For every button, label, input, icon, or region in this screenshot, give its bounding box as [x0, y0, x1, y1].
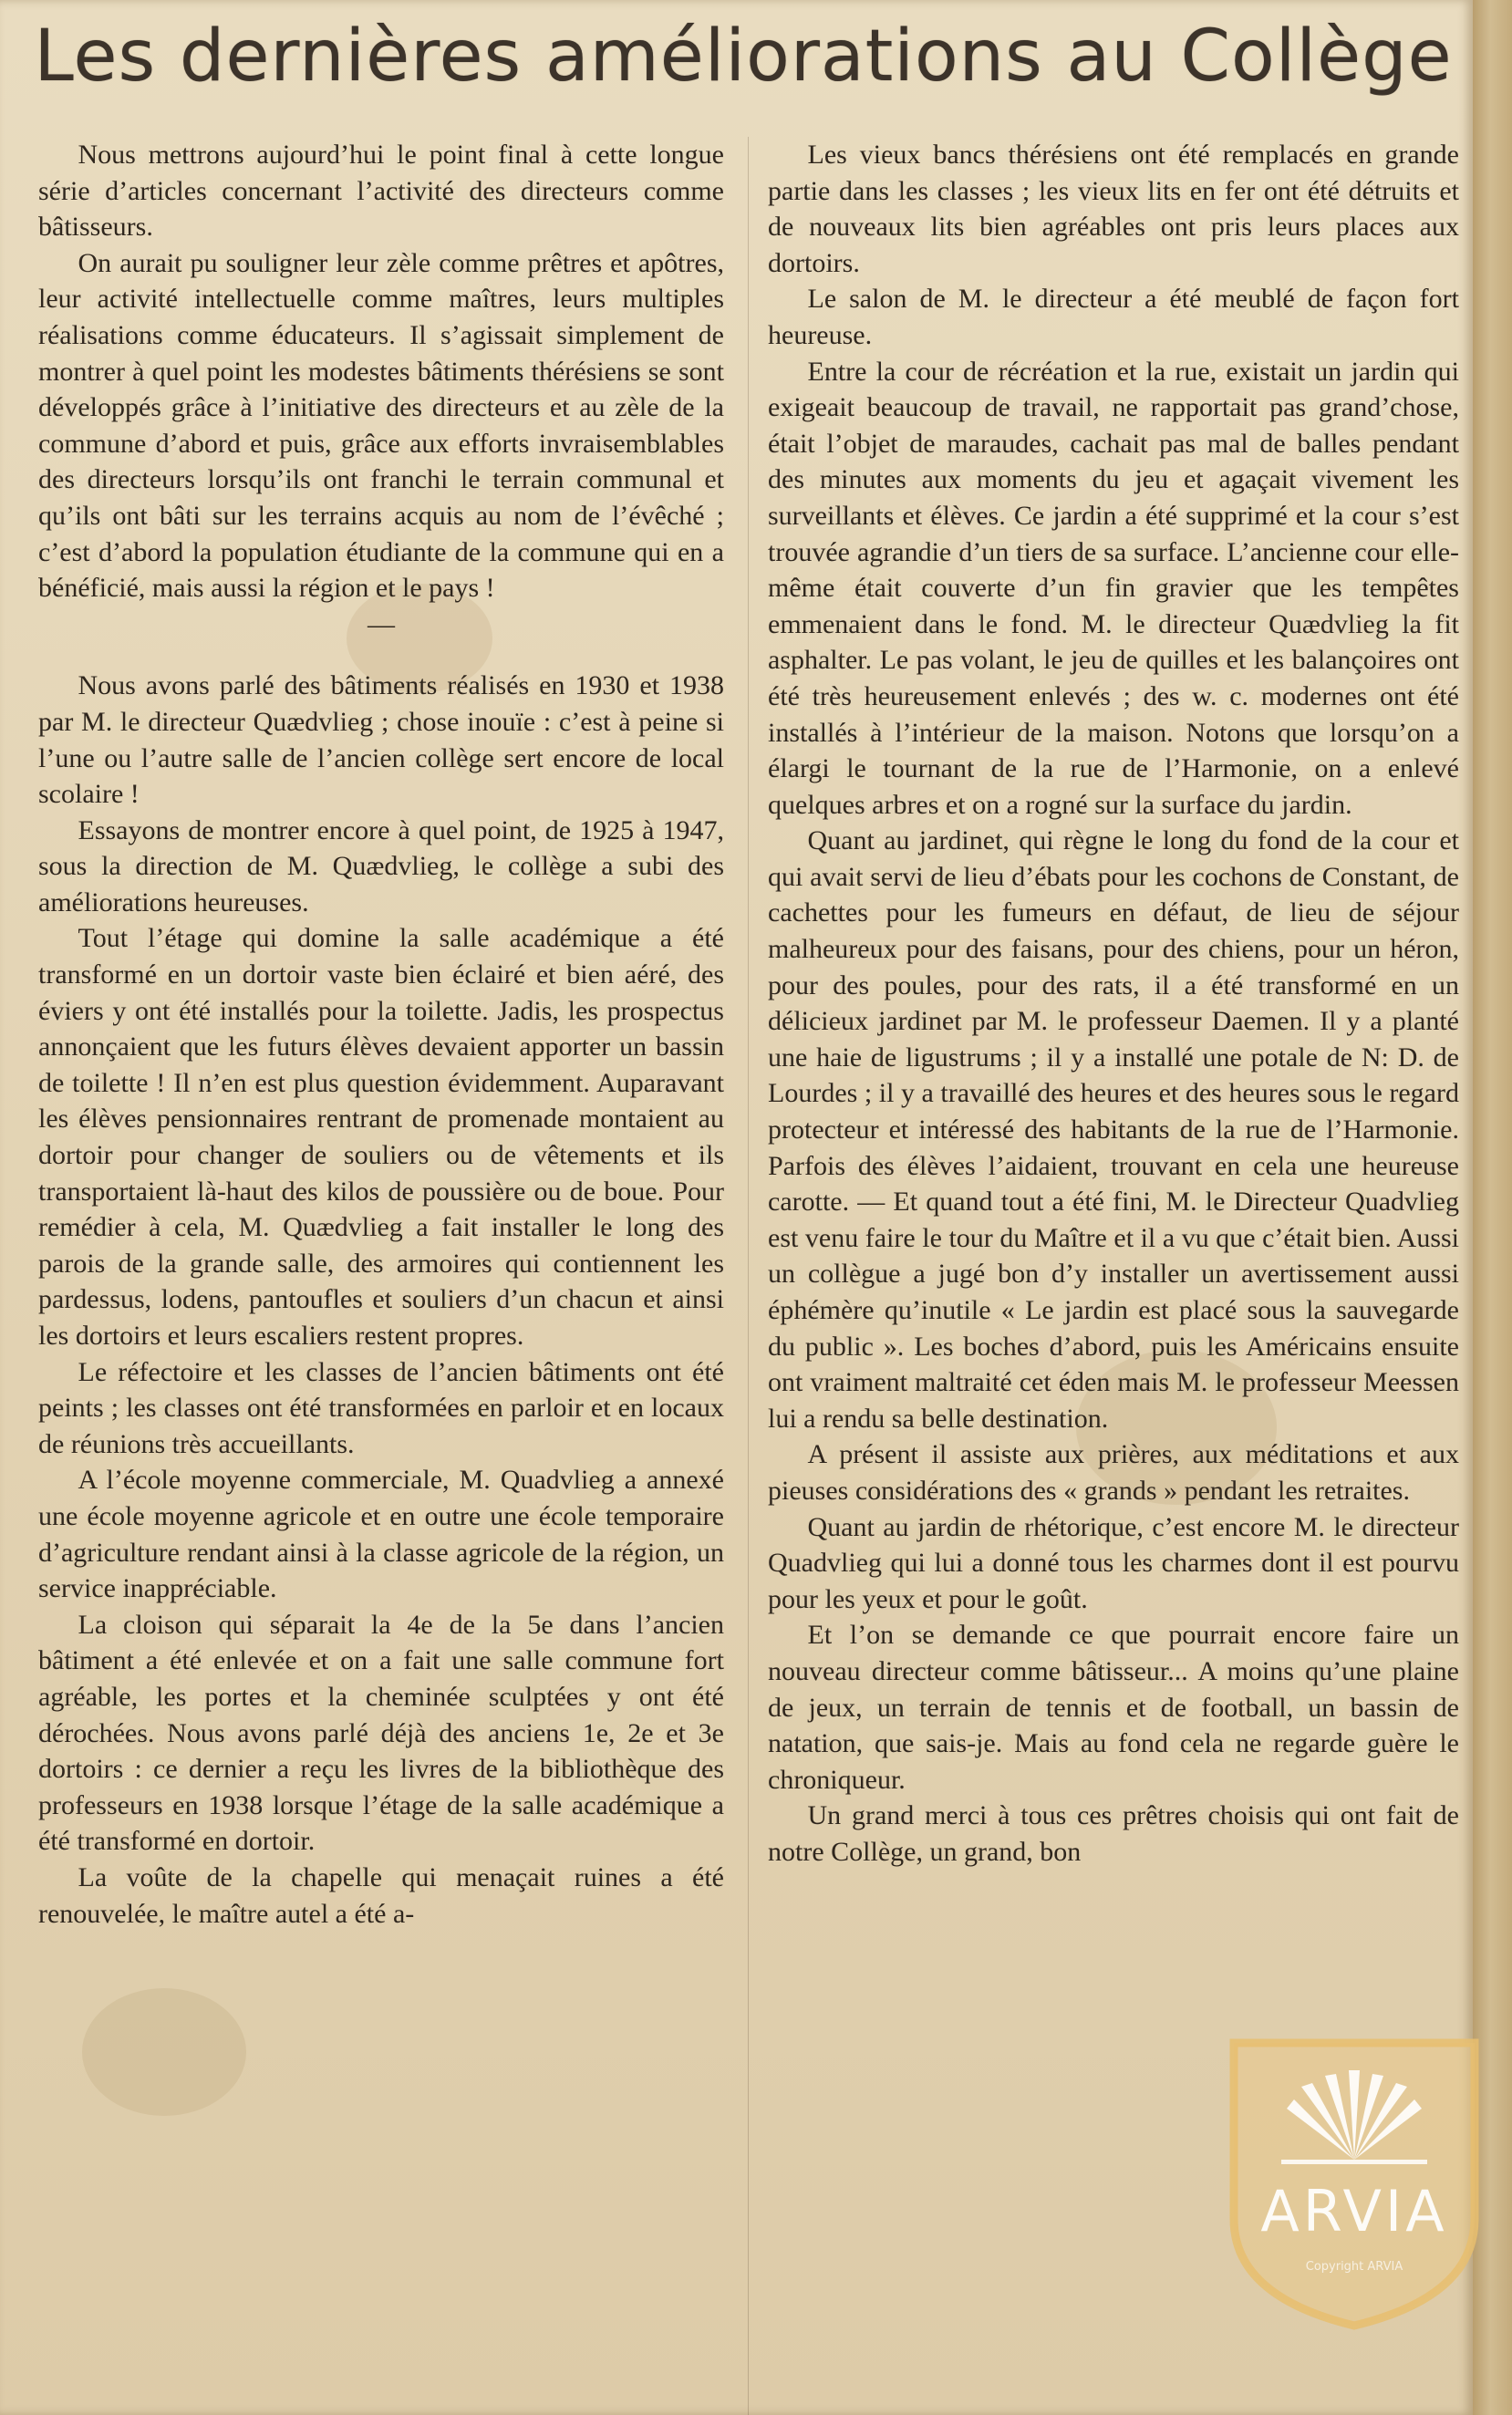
- article-column-left: [38, 137, 724, 1932]
- paragraph: Le salon de M. le directeur a été meublé de façon fort heureuse.: [768, 284, 1459, 350]
- paragraph: La voûte de la chapelle qui menaçait ruines a été renouvelée, le maître autel a été a-: [38, 1861, 724, 1929]
- paragraph: Nous avons parlé des bâtiments réalisés en 1930 et 1938 par M. le directeur Quædvlieg ; chose inouïe : c’est à peine si l’une ou l’autre salle de l’ancien collège sert encore de local scolaire !: [38, 670, 724, 810]
- article-column-right: [768, 137, 1459, 1871]
- paragraph: Et l’on se demande ce que pourrait encore faire un nouveau directeur comme bâtisseur... A moins qu’une plaine de jeux, un terrain de tennis et de football, un bassin de natation, que sais-je. Mais au fond cela ne regarde guère le chroniqueur.: [768, 1620, 1459, 1795]
- paragraph: Le réfectoire et les classes de l’ancien bâtiments ont été peints ; les classes ont été transformées en parloir et en locaux de réunions très accueillants.: [38, 1356, 724, 1459]
- paragraph: On aurait pu souligner leur zèle comme prêtres et apôtres, leur activité intellectuelle comme maîtres, leurs multiples réalisations comme éducateurs. Il s’agissait simplement de montrer à quel point les modestes bâtiments thérésiens se sont développés grâce à l’initiative des directeurs et au zèle de la commune d’abord et puis, grâce aux efforts invraisemblables des directeurs lorsqu’ils ont franchi le terrain communal et qu’ils ont bâti sur les terrains acquis au nom de l’évêché ; c’est d’abord la population étudiante de la commune qui en a bénéficié, mais aussi la région et le pays !: [38, 247, 724, 604]
- column-divider: [748, 137, 749, 2415]
- paragraph: Entre la cour de récréation et la rue, existait un jardin qui exigeait beaucoup de travail, ne rapportait pas grand’chose, était l’objet de maraudes, cachait pas mal de balles pendant des minutes aux moments du jeu et agaçait vivement les surveillants et élèves. Ce jardin a été supprimé et la cour s’est trouvée agrandie d’un tiers de sa surface. L’ancienne cour elle-même était couverte d’un fin gravier que les tempêtes emmenaient dans le fond. M. le directeur Quædvlieg la fit asphalter. Le pas volant, le jeu de quilles et les balançoires ont été très heureusement enlevés ; des w. c. modernes ont été installés à l’intérieur de la maison. Notons que lorsqu’on a élargi le tournant de la rue de l’Harmonie, on a enlevé quelques arbres et on a rogné sur la surface du jardin.: [768, 356, 1459, 820]
- arvia-watermark-logo: [1217, 2032, 1491, 2333]
- paragraph: A présent il assiste aux prières, aux méditations et aux pieuses considérations des « grands » pendant les retraites.: [768, 1439, 1459, 1506]
- paragraph: Nous mettrons aujourd’hui le point final à cette longue série d’articles concernant l’activité des directeurs comme bâtisseurs.: [38, 140, 724, 243]
- paragraph: Essayons de montrer encore à quel point, de 1925 à 1947, sous la direction de M. Quædvlieg, le collège a subi des améliorations heureuses.: [38, 814, 724, 917]
- paragraph: Tout l’étage qui domine la salle académique a été transformé en un dortoir vaste bien éclairé et bien aéré, des éviers y ont été installés pour la toilette. Jadis, les prospectus annonçaient que les futurs élèves devaient apporter un bassin de toilette ! Il n’en est plus question évidemment. Auparavant les élèves pensionnaires rentrant de promenade montaient au dortoir pour changer de souliers ou de vêtements et ils transportaient là-haut des kilos de poussière ou de boue. Pour remédier à cela, M. Quædvlieg a fait installer le long des parois de la grande salle, des armoires qui contiennent les pardessus, lodens, pantoufles et souliers d’un chacun et ainsi les dortoirs et leurs escaliers restent propres.: [38, 923, 724, 1351]
- section-separator: —: [368, 608, 395, 639]
- paragraph: Les vieux bancs thérésiens ont été remplacés en grande partie dans les classes ; les vieux lits en fer ont été détruits et de nouveaux lits bien agréables ont pris leurs places aux dortoirs.: [768, 140, 1459, 278]
- paragraph: A l’école moyenne commerciale, M. Quadvlieg a annexé une école moyenne agricole et en outre une école temporaire d’agriculture rendant ainsi à la classe agricole de la région, un service inappréciable.: [38, 1465, 724, 1604]
- paragraph: La cloison qui séparait la 4e de la 5e dans l’ancien bâtiment a été enlevée et on a fait une salle commune fort agréable, les portes et la cheminée sculptées y ont été dérochées. Nous avons parlé déjà des anciens 1e, 2e et 3e dortoirs : ce dernier a reçu les livres de la bibliothèque des professeurs en 1938 lorsque l’étage de la salle académique a été transformé en dortoir.: [38, 1609, 724, 1857]
- paragraph: Un grand merci à tous ces prêtres choisis qui ont fait de notre Collège, un grand, bon: [768, 1800, 1459, 1867]
- watermark-text: ARVIA: [1260, 2178, 1448, 2244]
- paragraph: Quant au jardin de rhétorique, c’est encore M. le directeur Quadvlieg qui lui a donné tous les charmes dont il est pourvu pour les yeux et pour le goût.: [768, 1511, 1459, 1614]
- watermark-copyright: Copyright ARVIA: [1305, 2260, 1403, 2274]
- article-headline: Les dernières améliorations au Collège: [34, 16, 1453, 98]
- paper-stain: [82, 1988, 246, 2116]
- paragraph: Quant au jardinet, qui règne le long du fond de la cour et qui avait servi de lieu d’ébats pour les cochons de Constant, de cachettes pour les fumeurs en défaut, de lieu de séjour malheureux pour des faisans, pour des chiens, pour un héron, pour des poules, pour des rats, il a été transformé en un délicieux jardinet par M. le professeur Daemen. Il y a planté une haie de ligustrums ; il y a installé une potale de N: D. de Lourdes ; il y a travaillé des heures et des heures sous le regard protecteur et intéressé des habitants de la rue de l’Harmonie. Parfois des élèves l’aidaient, trouvant en cela une heureuse carotte. — Et quand tout a été fini, M. le Directeur Quadvlieg est venu faire le tour du Maître et il a vu que c’était bien. Aussi un collègue a jugé bon d’y installer un avertissement aussi éphémère qu’inutile « Le jardin est placé sous la sauvegarde du public ». Les boches d’abord, puis les Américains ensuite ont vraiment maltraité cet éden mais M. le professeur Meessen lui a rendu sa belle destination.: [768, 825, 1459, 1434]
